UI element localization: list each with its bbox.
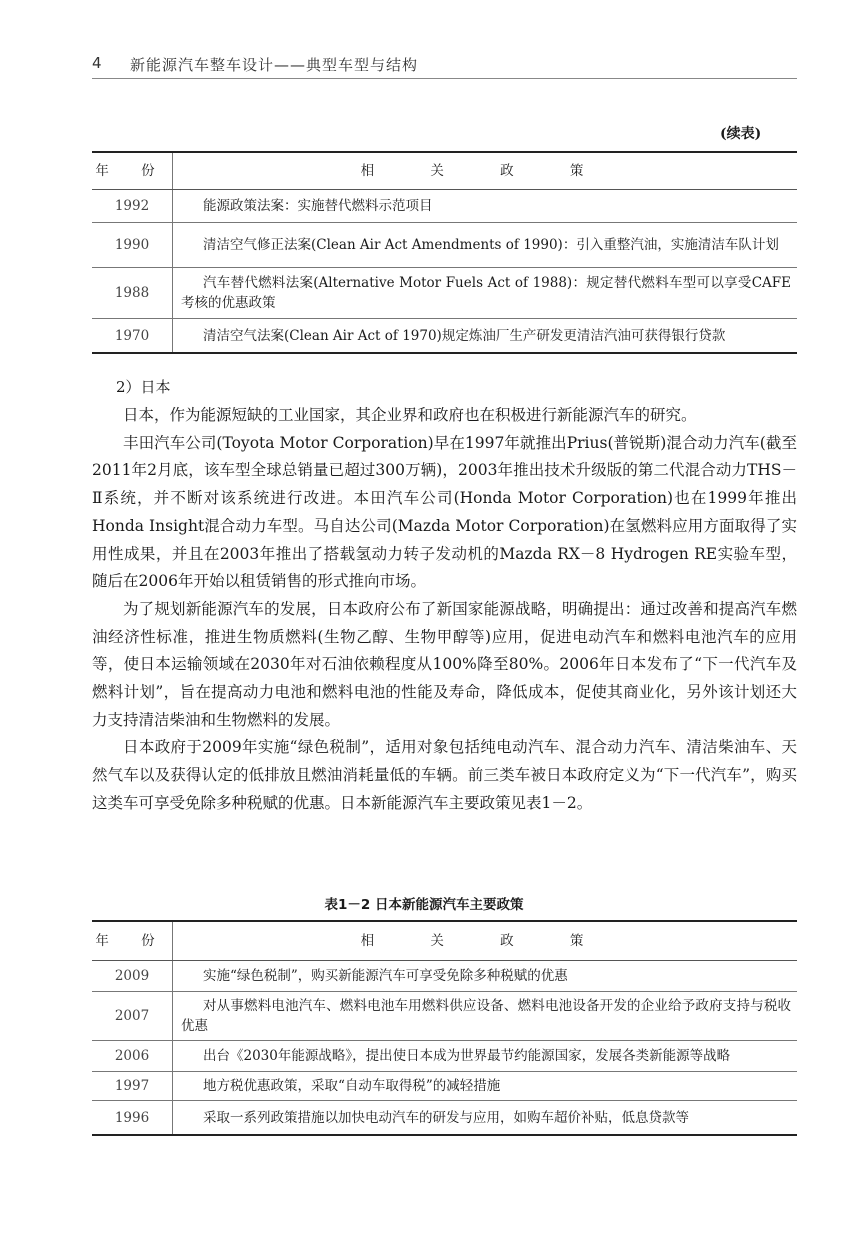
running-header	[92, 50, 797, 79]
column-header-policy: 相 关 政 策	[173, 921, 798, 961]
paragraph: 日本政府于2009年实施“绿色税制”，适用对象包括纯电动汽车、混合动力汽车、清洁柴油车、天然气车以及获得认定的低排放且燃油消耗量低的车辆。前三类车被日本政府定义为“下一代汽车”，购买这类车可享受免除多种税赋的优惠。日本新能源汽车主要政策见表1－2。	[92, 738, 797, 812]
policy-cell: 对从事燃料电池汽车、燃料电池车用燃料供应设备、燃料电池设备开发的企业给予政府支持与税收优惠	[173, 992, 798, 1041]
table-header-row	[92, 921, 797, 961]
paragraph: 丰田汽车公司(Toyota Motor Corporation)早在1997年就推出Prius(普锐斯)混合动力汽车(截至2011年2月底，该车型全球总销量已超过300万辆)，2003年推出技术升级版的第二代混合动力THS－Ⅱ系统，并不断对该系统进行改进。本田汽车公司(Honda Motor Corporation)也在1999年推出Honda Insight混合动力车型。马自达公司(Mazda Motor Corporation)在氢燃料应用方面取得了实用性成果，并且在2003年推出了搭载氢动力转子发动机的Mazda RX－8 Hydrogen RE实验车型，随后在2006年开始以租赁销售的形式推向市场。	[92, 433, 797, 591]
us-policy-table	[92, 151, 797, 354]
section-heading: 2）日本	[116, 378, 171, 396]
table-header-row	[92, 152, 797, 190]
table-row	[92, 268, 797, 319]
year-cell: 2007	[92, 992, 173, 1041]
table-row	[92, 319, 797, 354]
policy-cell: 汽车替代燃料法案(Alternative Motor Fuels Act of 1988)：规定替代燃料车型可以享受CAFE考核的优惠政策	[173, 268, 798, 319]
body-text	[92, 402, 797, 818]
paragraph: 为了规划新能源汽车的发展，日本政府公布了新国家能源战略，明确提出：通过改善和提高汽车燃油经济性标准，推进生物质燃料(生物乙醇、生物甲醇等)应用，促进电动汽车和燃料电池汽车的应用等，使日本运输领域在2030年对石油依赖程度从100%降至80%。2006年日本发布了“下一代汽车及燃料计划”，旨在提高动力电池和燃料电池的性能及寿命，降低成本，促使其商业化，另外该计划还大力支持清洁柴油和生物燃料的发展。	[92, 599, 797, 729]
table-row	[92, 1072, 797, 1101]
japan-policy-table	[92, 920, 797, 1136]
year-cell: 1990	[92, 223, 173, 268]
year-cell: 1992	[92, 190, 173, 223]
policy-cell: 能源政策法案：实施替代燃料示范项目	[173, 190, 798, 223]
year-cell: 1970	[92, 319, 173, 354]
year-cell: 2006	[92, 1041, 173, 1072]
policy-cell: 采取一系列政策措施以加快电动汽车的研发与应用，如购车超价补贴，低息贷款等	[173, 1101, 798, 1136]
year-cell: 1996	[92, 1101, 173, 1136]
table-row	[92, 223, 797, 268]
column-header-policy: 相 关 政 策	[173, 152, 798, 190]
table-row	[92, 992, 797, 1041]
table-row	[92, 1041, 797, 1072]
policy-cell: 实施“绿色税制”，购买新能源汽车可享受免除多种税赋的优惠	[173, 961, 798, 992]
column-header-year: 年 份	[92, 921, 173, 961]
year-cell: 1997	[92, 1072, 173, 1101]
policy-cell: 地方税优惠政策，采取“自动车取得税”的减轻措施	[173, 1072, 798, 1101]
book-title: 新能源汽车整车设计——典型车型与结构	[130, 56, 419, 74]
table-row	[92, 1101, 797, 1136]
table-row	[92, 961, 797, 992]
paragraph: 日本，作为能源短缺的工业国家，其企业界和政府也在积极进行新能源汽车的研究。	[123, 406, 697, 424]
table-caption: 表1－2 日本新能源汽车主要政策	[324, 897, 524, 913]
table-row	[92, 190, 797, 223]
policy-cell: 清洁空气修正法案(Clean Air Act Amendments of 1990)：引入重整汽油，实施清洁车队计划	[173, 223, 798, 268]
table-continued-label: (续表)	[720, 126, 762, 142]
column-header-year: 年 份	[92, 152, 173, 190]
year-cell: 2009	[92, 961, 173, 992]
year-cell: 1988	[92, 268, 173, 319]
page-number: 4	[92, 54, 102, 72]
policy-cell: 清洁空气法案(Clean Air Act of 1970)规定炼油厂生产研发更清洁汽油可获得银行贷款	[173, 319, 798, 354]
policy-cell: 出台《2030年能源战略》，提出使日本成为世界最节约能源国家，发展各类新能源等战略	[173, 1041, 798, 1072]
